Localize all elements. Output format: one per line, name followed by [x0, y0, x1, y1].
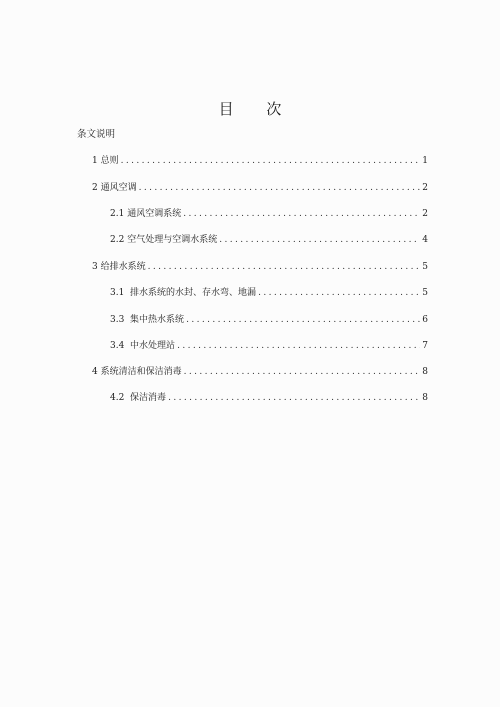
toc-entry-page: 6 — [422, 315, 428, 325]
toc-entry-label: 系统清洁和保洁消毒 — [100, 367, 182, 377]
toc-leader-dots — [258, 288, 420, 298]
toc-entry-number: 2 — [92, 183, 101, 193]
toc-entry-page: 5 — [422, 288, 428, 298]
toc-entry[interactable] — [92, 259, 428, 273]
toc-leader-dots — [168, 393, 420, 403]
toc-title: 目 次 — [218, 100, 296, 118]
toc-entry-label: 排水系统的水封、存水弯、地漏 — [130, 288, 257, 298]
toc-entry-number: 3.3 — [110, 315, 131, 325]
toc-entry[interactable] — [110, 338, 428, 352]
toc-entry-page: 1 — [422, 156, 428, 166]
toc-entry[interactable] — [92, 364, 428, 378]
toc-entry-number: 4.2 — [110, 393, 131, 403]
toc-entry[interactable] — [110, 390, 428, 404]
toc-entry-label: 空气处理与空调水系统 — [127, 235, 218, 245]
toc-entry[interactable] — [110, 285, 428, 299]
toc-entry-page: 2 — [422, 209, 428, 219]
toc-leader-dots — [219, 235, 420, 245]
toc-entry-number: 1 — [92, 156, 101, 166]
toc-entry-page: 5 — [422, 262, 428, 272]
toc-entry-page: 4 — [422, 235, 428, 245]
section-heading: 条文说明 — [77, 129, 116, 140]
toc-entry-label: 通风空调系统 — [127, 209, 182, 219]
toc-leader-dots — [121, 156, 420, 166]
toc-leader-dots — [139, 183, 420, 193]
toc-entry[interactable] — [92, 180, 428, 194]
toc-entry[interactable] — [110, 232, 428, 246]
toc-entry[interactable] — [92, 153, 428, 167]
toc-leader-dots — [186, 315, 420, 325]
toc-entry-label: 总则 — [100, 156, 119, 166]
toc-entry-page: 8 — [422, 393, 428, 403]
toc-entry-label: 集中热水系统 — [130, 315, 185, 325]
toc-entry-page: 2 — [422, 183, 428, 193]
toc-entry[interactable] — [110, 206, 428, 220]
toc-entry-label: 保洁消毒 — [130, 393, 167, 403]
toc-entry-number: 2.2 — [110, 235, 128, 245]
toc-entry-page: 8 — [422, 367, 428, 377]
toc-entry-label: 给排水系统 — [100, 262, 146, 272]
toc-leader-dots — [184, 367, 420, 377]
toc-entry-number: 2.1 — [110, 209, 128, 219]
toc-entry-number: 4 — [92, 367, 101, 377]
toc-entry-page: 7 — [422, 341, 428, 351]
toc-entry-label: 中水处理站 — [130, 341, 176, 351]
toc-entry-number: 3 — [92, 262, 101, 272]
toc-entry-number: 3.4 — [110, 341, 131, 351]
toc-entry-number: 3.1 — [110, 288, 131, 298]
toc-leader-dots — [148, 262, 420, 272]
toc-entry-label: 通风空调 — [100, 183, 137, 193]
toc-leader-dots — [183, 209, 420, 219]
toc-entry[interactable] — [110, 312, 428, 326]
toc-leader-dots — [177, 341, 420, 351]
